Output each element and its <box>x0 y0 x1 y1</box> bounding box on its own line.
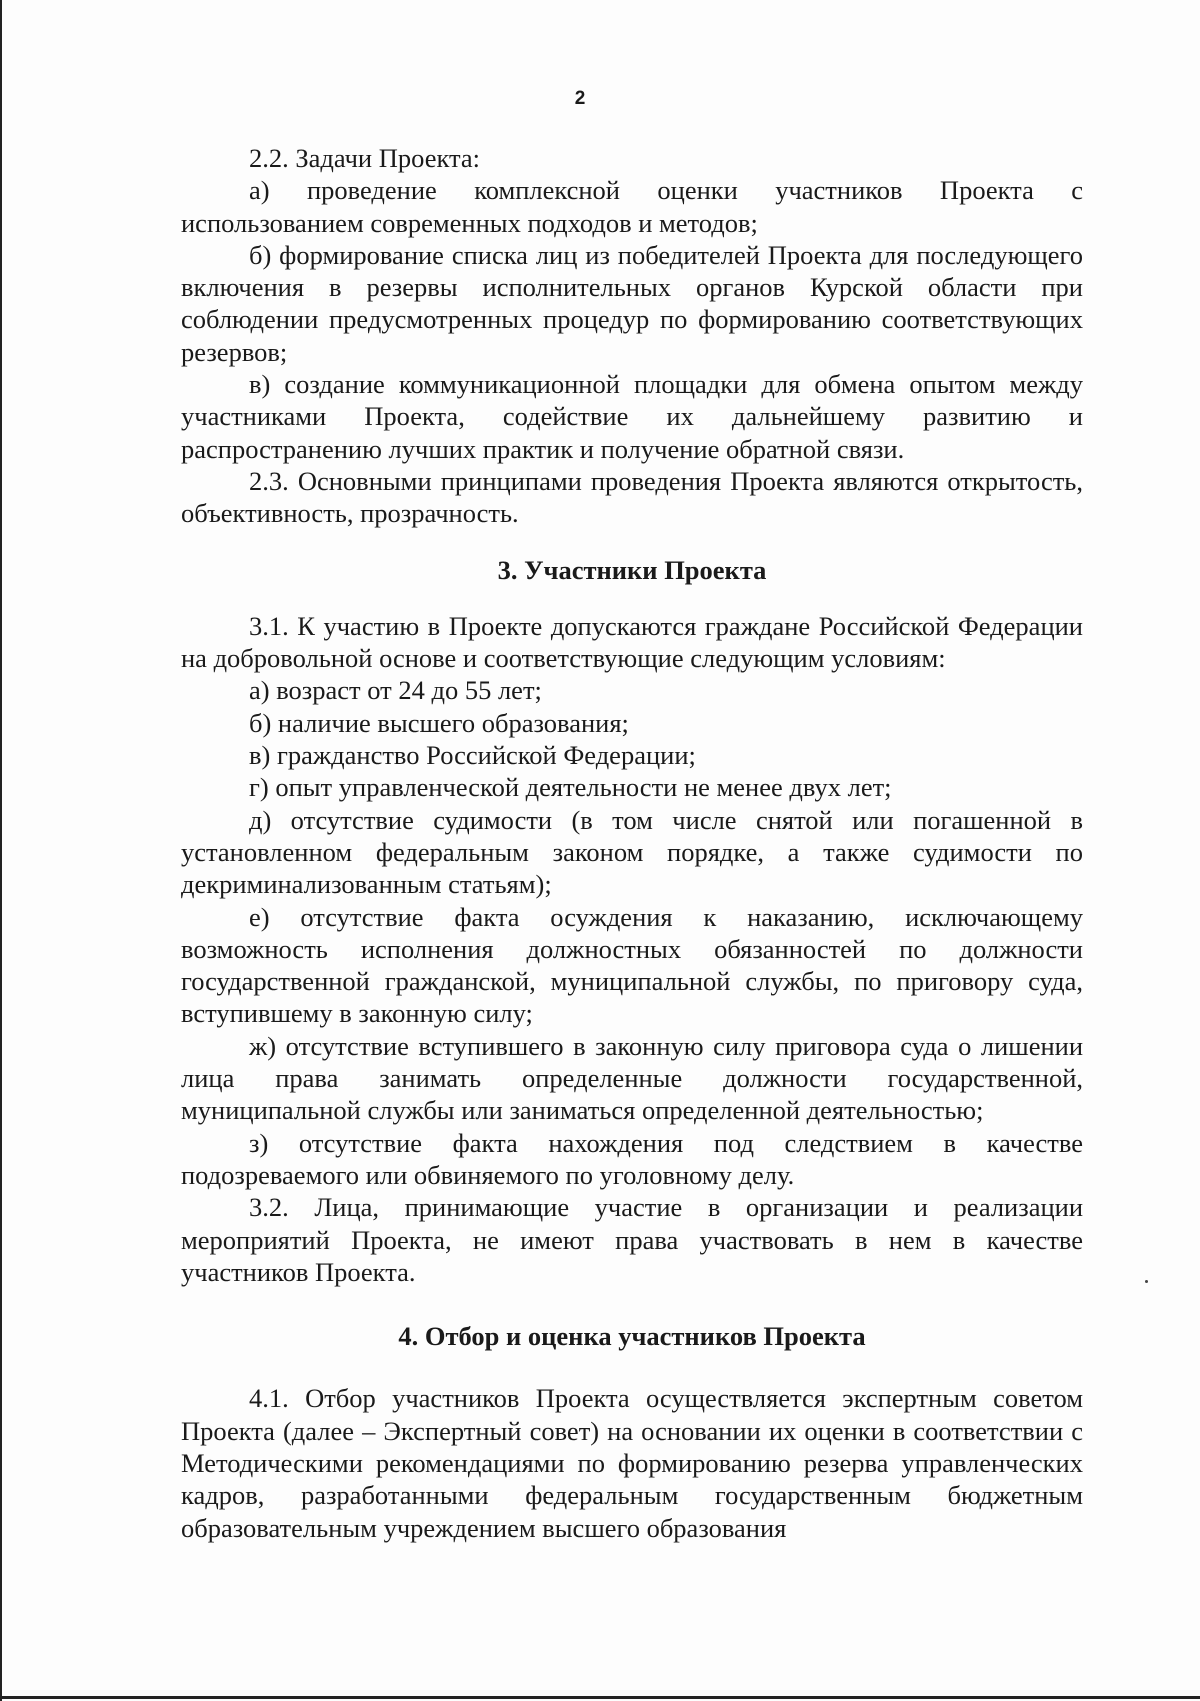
paragraph-3-2: 3.2. Лица, принимающие участие в организации и реализации мероприятий Проекта, не имеют права участвовать в нем в качестве участников Проекта. <box>181 1192 1083 1287</box>
paragraph-2-2-v: в) создание коммуникационной площадки для обмена опытом между участниками Проекта, содействие их дальнейшему развитию и распространению лучших практик и получение обратной связи. <box>181 369 1083 464</box>
paragraph-4-1: 4.1. Отбор участников Проекта осуществляется экспертным советом Проекта (далее – Экспертный совет) на основании их оценки в соответствии с Методическими рекомендациями по формированию резерва управленческих кадров, разработанными федеральным государственным бюджетным образовательным учреждением высшего образования <box>181 1383 1083 1543</box>
paragraph-3-1-v: в) гражданство Российской Федерации; <box>249 740 696 771</box>
paragraph-3-1: 3.1. К участию в Проекте допускаются граждане Российской Федерации на добровольной основе и соответствующие следующим условиям: <box>181 610 1083 674</box>
section-3-heading: 3. Участники Проекта <box>497 554 767 585</box>
paragraph-3-1-z: з) отсутствие факта нахождения под следствием в качестве подозреваемого или обвиняемого по уголовному делу. <box>181 1127 1083 1190</box>
paragraph-3-1-g: г) опыт управленческой деятельности не менее двух лет; <box>249 772 892 803</box>
document-body <box>181 142 1083 1544</box>
scan-speck <box>1145 1280 1148 1283</box>
paragraph-3-1-zh: ж) отсутствие вступившего в законную силу приговора суда о лишении лица права занимать определенные должности государственной, муниципальной службы или заниматься определенной деятельностью; <box>181 1030 1083 1126</box>
paragraph-3-1-e: е) отсутствие факта осуждения к наказанию, исключающему возможность исполнения должностных обязанностей по должности государственной гражданской, муниципальной службы, по приговору суда, вступившему в законную силу; <box>181 901 1083 1029</box>
paragraph-2-2-b: б) формирование списка лиц из победителей Проекта для последующего включения в резервы исполнительных органов Курской области при соблюдении предусмотренных процедур по формированию соответствующих резервов; <box>181 239 1083 367</box>
paragraph-3-1-b: б) наличие высшего образования; <box>249 707 629 738</box>
paragraph-2-2-title: 2.2. Задачи Проекта: <box>249 143 481 173</box>
scan-edge-left <box>0 0 2 1701</box>
page-number: 2 <box>574 88 586 109</box>
scan-edge-bottom <box>0 1696 1200 1699</box>
paragraph-3-1-d: д) отсутствие судимости (в том числе снятой или погашенной в установленном федеральным законом порядке, а также судимости по декриминализованным статьям); <box>181 804 1083 900</box>
section-4-heading: 4. Отбор и оценка участников Проекта <box>398 1321 866 1352</box>
paragraph-2-3: 2.3. Основными принципами проведения Проекта являются открытость, объективность, прозрачность. <box>181 465 1083 529</box>
paragraph-3-1-a: а) возраст от 24 до 55 лет; <box>249 675 542 706</box>
paragraph-2-2-a: а) проведение комплексной оценки участников Проекта с использованием современных подходов и методов; <box>181 175 1083 238</box>
